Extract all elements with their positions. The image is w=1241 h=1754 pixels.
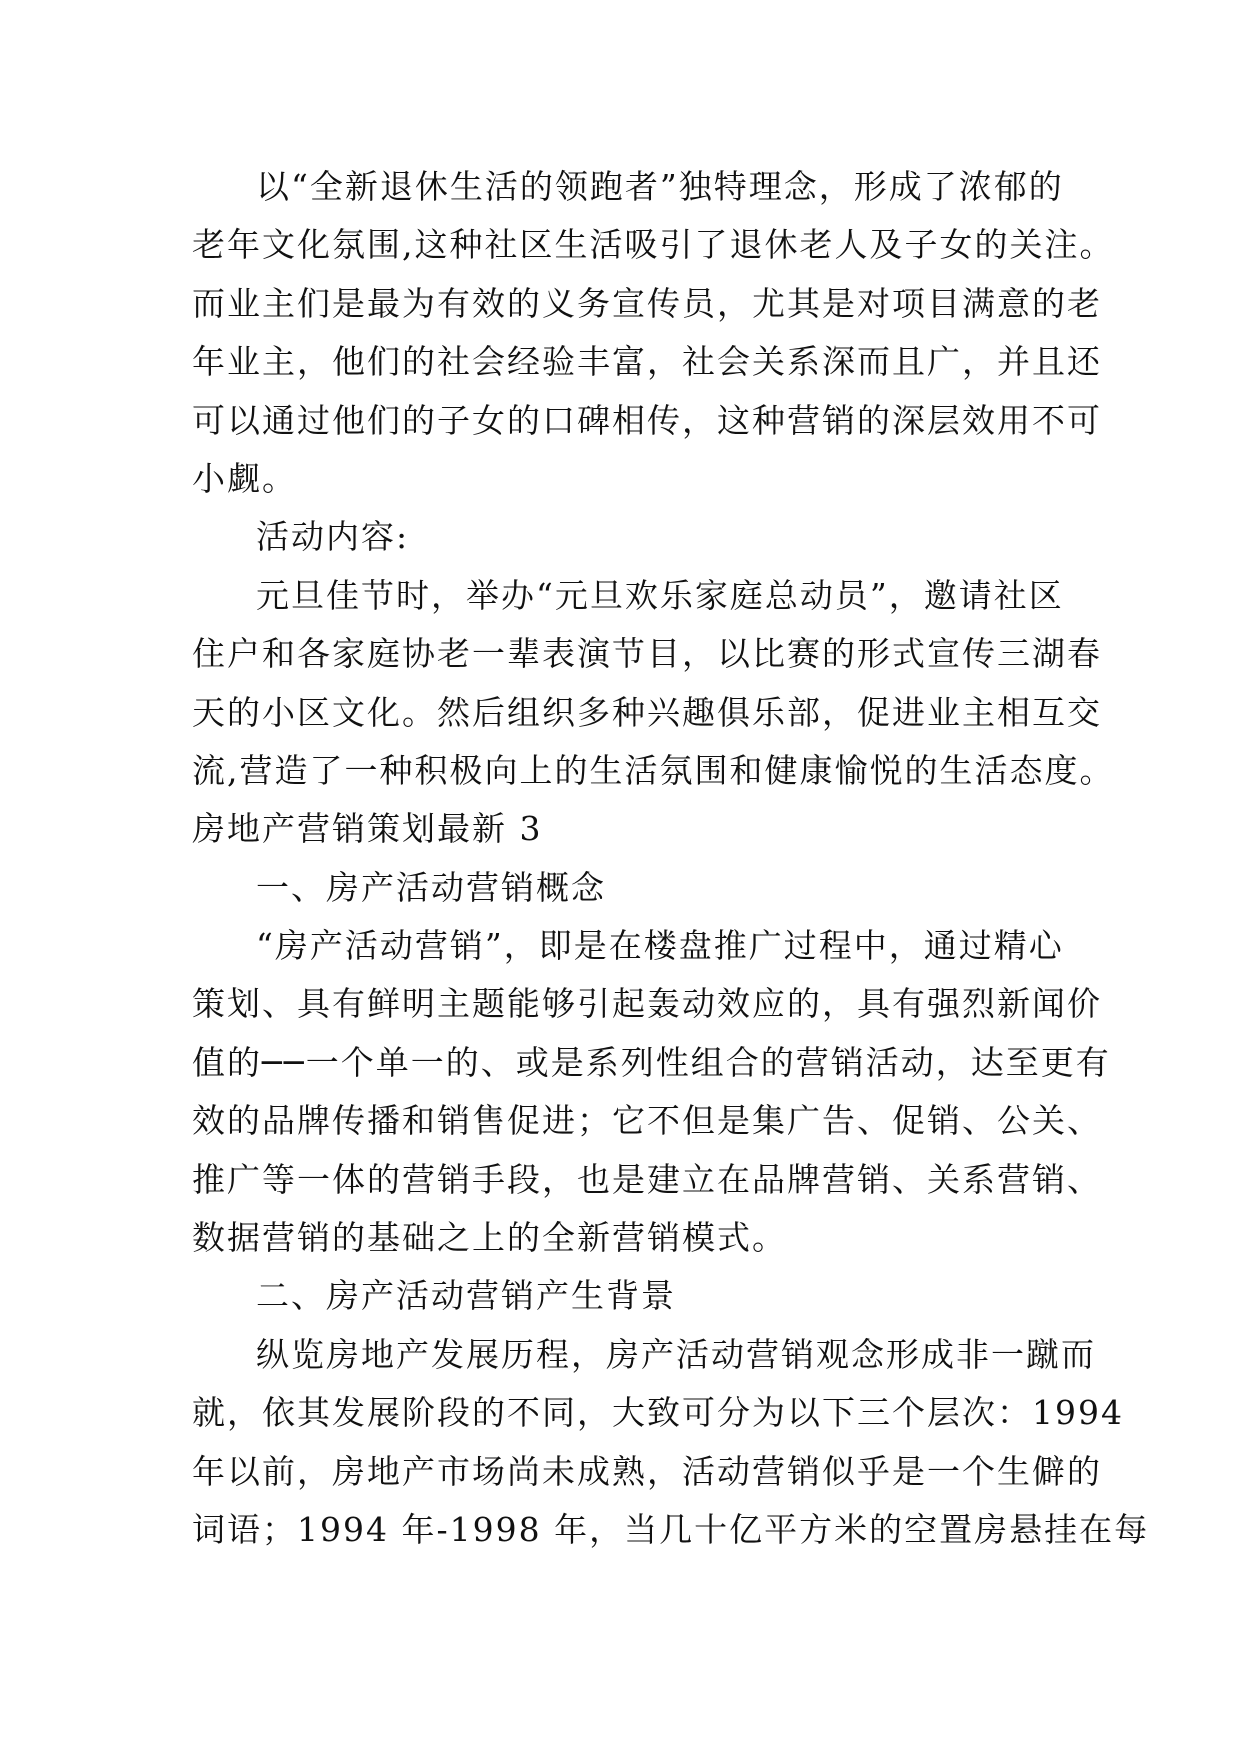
text-line: 老年文化氛围,这种社区生活吸引了退休老人及子女的关注。 bbox=[192, 225, 1115, 265]
text-line: 而业主们是最为有效的义务宣传员，尤其是对项目满意的老 bbox=[192, 283, 1102, 323]
text-line: 流,营造了一种积极向上的生活氛围和健康愉悦的生活态度。 bbox=[192, 750, 1115, 790]
text-line: 效的品牌传播和销售促进；它不但是集广告、促销、公关、 bbox=[192, 1101, 1102, 1141]
text-line: 元旦佳节时，举办“元旦欢乐家庭总动员”，邀请社区 bbox=[256, 575, 1064, 615]
text-line: 住户和各家庭协老一辈表演节目，以比赛的形式宣传三湖春 bbox=[192, 634, 1102, 674]
text-line: 二、房产活动营销产生背景 bbox=[256, 1276, 676, 1316]
text-line: 可以通过他们的子女的口碑相传，这种营销的深层效用不可 bbox=[192, 400, 1102, 440]
text-line: 以“全新退休生活的领跑者”独特理念，形成了浓郁的 bbox=[256, 167, 1064, 206]
text-line: 一、房产活动营销概念 bbox=[256, 867, 606, 907]
text-line: 就，依其发展阶段的不同，大致可分为以下三个层次：1994 bbox=[192, 1393, 1124, 1433]
text-line: 推广等一体的营销手段，也是建立在品牌营销、关系营销、 bbox=[192, 1159, 1102, 1199]
document-body bbox=[192, 158, 1150, 1559]
text-line: 数据营销的基础之上的全新营销模式。 bbox=[192, 1218, 787, 1258]
text-line: 年业主，他们的社会经验丰富，社会关系深而且广，并且还 bbox=[192, 342, 1102, 382]
text-line: “房产活动营销”，即是在楼盘推广过程中，通过精心 bbox=[256, 926, 1064, 966]
text-line: 房地产营销策划最新 3 bbox=[192, 809, 543, 849]
text-line: 纵览房地产发展历程，房产活动营销观念形成非一蹴而 bbox=[256, 1334, 1096, 1374]
text-line: 词语；1994 年-1998 年，当几十亿平方米的空置房悬挂在每 bbox=[192, 1509, 1150, 1549]
text-line: 年以前，房地产市场尚未成熟，活动营销似乎是一个生僻的 bbox=[192, 1451, 1102, 1491]
text-line: 小觑。 bbox=[192, 458, 297, 498]
text-line: 活动内容: bbox=[256, 517, 410, 557]
text-line: 天的小区文化。然后组织多种兴趣俱乐部，促进业主相互交 bbox=[192, 692, 1102, 732]
text-line: 值的──一个单一的、或是系列性组合的营销活动，达至更有 bbox=[192, 1042, 1111, 1082]
text-line: 策划、具有鲜明主题能够引起轰动效应的，具有强烈新闻价 bbox=[192, 984, 1102, 1024]
